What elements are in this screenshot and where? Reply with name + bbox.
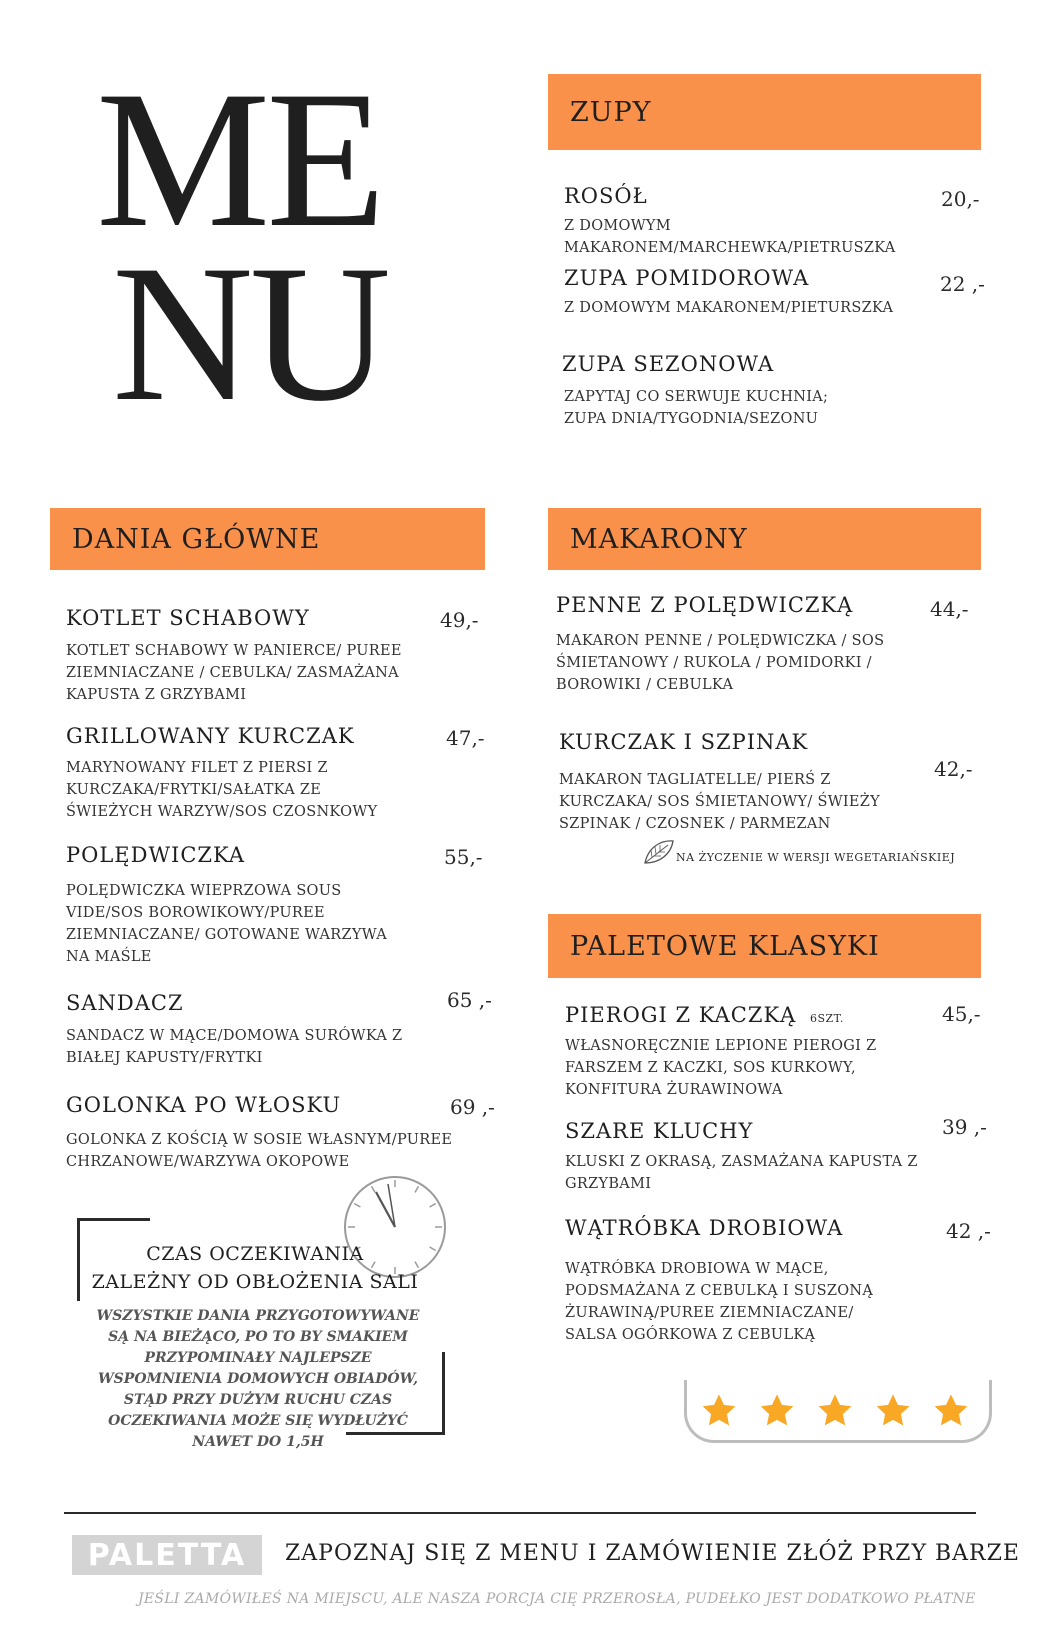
item-price-golonka-po-wlosku: 69 ,- xyxy=(450,1095,495,1119)
wait-text: WSZYSTKIE DANIA PRZYGOTOWYWANE SĄ NA BIEŻĄCO, PO TO BY SMAKIEM PRZYPOMINAŁY NAJLEPSZE WSPOMNIENIA DOMOWYCH OBIADÓW, STĄD PRZY DUŻYM RUCHU CZAS OCZEKIWANIA MOŻE SIĘ WYDŁUŻYĆ NAWET DO 1,5H xyxy=(96,1308,420,1450)
star-icon xyxy=(700,1392,738,1430)
item-name-poledwiczka: POLĘDWICZKA xyxy=(66,843,245,867)
section-heading-dania-glowne: DANIA GŁÓWNE xyxy=(50,508,485,570)
leaf-icon xyxy=(642,838,676,866)
item-price-rosol: 20,- xyxy=(941,187,980,211)
item-name-zupa-pomidorowa: ZUPA POMIDOROWA xyxy=(564,266,810,290)
wait-title-line1: CZAS OCZEKIWANIA xyxy=(146,1243,364,1265)
item-price-penne-z-poledwiczka: 44,- xyxy=(930,597,969,621)
item-price-poledwiczka: 55,- xyxy=(444,845,483,869)
item-price-grillowany-kurczak: 47,- xyxy=(446,726,485,750)
item-desc-kotlet-schabowy: KOTLET SCHABOWY W PANIERCE/ PUREE ZIEMNIACZANE / CEBULKA/ ZASMAŻANA KAPUSTA Z GRZYBAMI xyxy=(66,643,402,703)
section-heading-paletowe-klasyki: PALETOWE KLASYKI xyxy=(548,914,981,978)
section-heading-zupy: ZUPY xyxy=(548,74,981,150)
item-desc-kurczak-i-szpinak: MAKARON TAGLIATELLE/ PIERŚ Z KURCZAKA/ SOS ŚMIETANOWY/ ŚWIEŻY SZPINAK / CZOSNEK / PARMEZAN xyxy=(559,772,881,832)
item-name-pierogi-z-kaczka: PIEROGI Z KACZKĄ xyxy=(565,1003,797,1027)
item-name-kurczak-i-szpinak: KURCZAK I SZPINAK xyxy=(559,730,809,754)
logo xyxy=(72,1535,262,1575)
item-name-sandacz: SANDACZ xyxy=(66,991,184,1015)
item-price-szare-kluchy: 39 ,- xyxy=(942,1115,987,1139)
item-price-zupa-pomidorowa: 22 ,- xyxy=(940,272,985,296)
item-name-grillowany-kurczak: GRILLOWANY KURCZAK xyxy=(66,724,355,748)
item-name-golonka-po-wlosku: GOLONKA PO WŁOSKU xyxy=(66,1093,342,1117)
item-desc-szare-kluchy: KLUSKI Z OKRASĄ, ZASMAŻANA KAPUSTA Z GRZYBAMI xyxy=(565,1154,918,1192)
footer-divider xyxy=(64,1512,976,1514)
item-desc-penne-z-poledwiczka: MAKARON PENNE / POLĘDWICZKA / SOS ŚMIETANOWY / RUKOLA / POMIDORKI / BOROWIKI / CEBULKA xyxy=(556,633,885,693)
item-name-penne-z-poledwiczka: PENNE Z POLĘDWICZKĄ xyxy=(556,593,854,617)
item-price-pierogi-z-kaczka: 45,- xyxy=(942,1002,981,1026)
vegetarian-note: NA ŻYCZENIE W WERSJI WEGETARIAŃSKIEJ xyxy=(676,851,956,864)
item-desc-watrobka-drobiowa: WĄTRÓBKA DROBIOWA W MĄCE, PODSMAŻANA Z CEBULKĄ I SUSZONĄ ŻURAWINĄ/PUREE ZIEMNIACZANE/ SALSA OGÓRKOWA Z CEBULKĄ xyxy=(565,1261,874,1343)
wait-title-line2: ZALEŻNY OD OBŁOŻENIA SALI xyxy=(91,1271,419,1293)
item-name-szare-kluchy: SZARE KLUCHY xyxy=(565,1119,754,1143)
item-desc-golonka-po-wlosku: GOLONKA Z KOŚCIĄ W SOSIE WŁASNYM/PUREE CHRZANOWE/WARZYWA OKOPOWE xyxy=(66,1132,453,1170)
item-desc-zupa-sezonowa: ZAPYTAJ CO SERWUJE KUCHNIA; ZUPA DNIA/TYGODNIA/SEZONU xyxy=(564,389,829,427)
item-desc-zupa-pomidorowa: Z DOMOWYM MAKARONEM/PIETURSZKA xyxy=(564,300,894,316)
item-price-kotlet-schabowy: 49,- xyxy=(440,608,479,632)
item-name-kotlet-schabowy: KOTLET SCHABOWY xyxy=(66,606,310,630)
menu-title-line2: NU xyxy=(112,225,388,442)
rating-stars xyxy=(700,1392,970,1430)
item-price-sandacz: 65 ,- xyxy=(447,988,492,1012)
section-heading-makarony: MAKARONY xyxy=(548,508,981,570)
item-name-watrobka-drobiowa: WĄTRÓBKA DROBIOWA xyxy=(565,1216,844,1240)
footer-main-text: ZAPOZNAJ SIĘ Z MENU I ZAMÓWIENIE ZŁÓŻ PRZY BARZE xyxy=(285,1541,1020,1566)
item-desc-rosol: Z DOMOWYM MAKARONEM/MARCHEWKA/PIETRUSZKA xyxy=(564,218,896,256)
item-desc-pierogi-z-kaczka: WŁASNORĘCZNIE LEPIONE PIEROGI Z FARSZEM Z KACZKI, SOS KURKOWY, KONFITURA ŻURAWINOWA xyxy=(565,1038,877,1098)
item-name-zupa-sezonowa: ZUPA SEZONOWA xyxy=(562,352,775,376)
item-desc-poledwiczka: POLĘDWICZKA WIEPRZOWA SOUS VIDE/SOS BOROWIKOWY/PUREE ZIEMNIACZANE/ GOTOWANE WARZYWA NA MAŚLE xyxy=(66,883,387,965)
item-note-pierogi-z-kaczka: 6SZT. xyxy=(810,1012,844,1025)
star-icon xyxy=(758,1392,796,1430)
item-price-kurczak-i-szpinak: 42,- xyxy=(934,757,973,781)
menu-title-line1: ME xyxy=(96,51,382,268)
star-icon xyxy=(932,1392,970,1430)
star-icon xyxy=(874,1392,912,1430)
item-price-watrobka-drobiowa: 42 ,- xyxy=(946,1219,991,1243)
star-icon xyxy=(816,1392,854,1430)
item-name-rosol: ROSÓŁ xyxy=(564,184,648,208)
item-desc-sandacz: SANDACZ W MĄCE/DOMOWA SURÓWKA Z BIAŁEJ KAPUSTY/FRYTKI xyxy=(66,1028,403,1066)
footer-sub-text: JEŚLI ZAMÓWIŁEŚ NA MIEJSCU, ALE NASZA PORCJA CIĘ PRZEROSŁA, PUDEŁKO JEST DODATKOWO PŁATNE xyxy=(138,1591,976,1607)
item-desc-grillowany-kurczak: MARYNOWANY FILET Z PIERSI Z KURCZAKA/FRYTKI/SAŁATKA ZE ŚWIEŻYCH WARZYW/SOS CZOSNKOWY xyxy=(66,760,378,820)
logo-text: PALETTA xyxy=(87,1537,247,1573)
